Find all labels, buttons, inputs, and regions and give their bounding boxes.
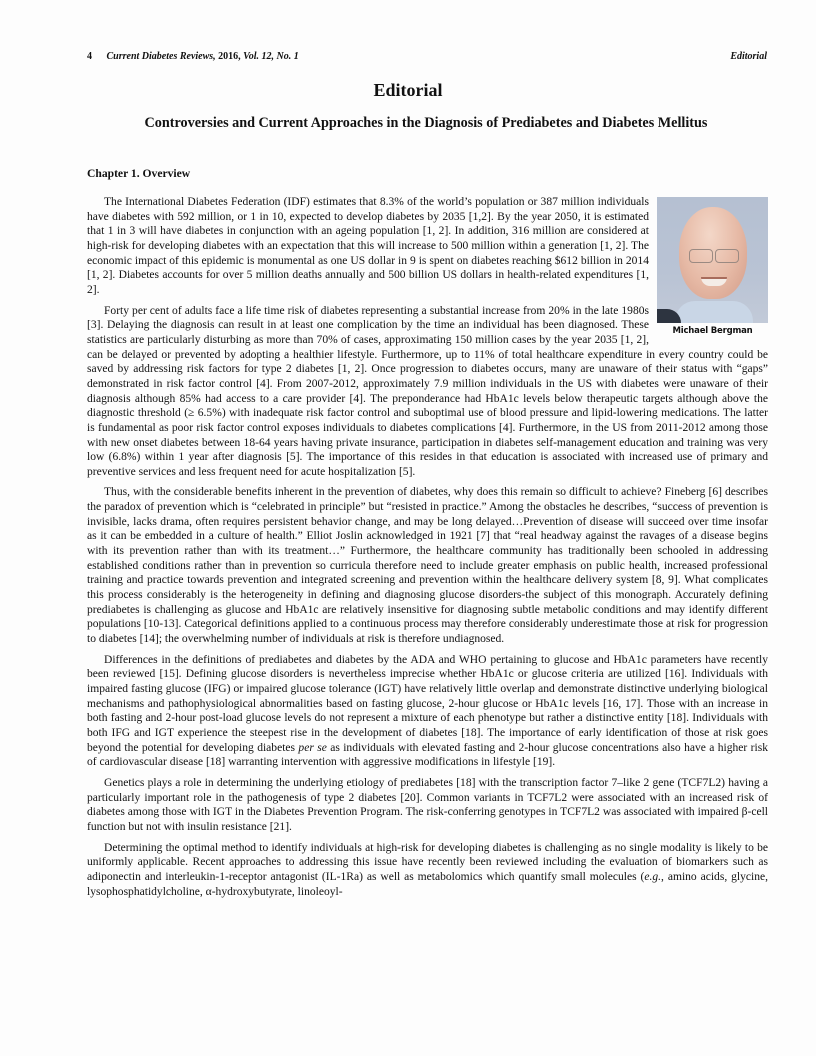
journal-year: 2016, [218,51,241,62]
paragraph-6-text-b: , amino acids, glycine, lysophosphatidylcholine, α-hydroxybutyrate, linoleoyl- [87,870,768,898]
author-caption: Michael Bergman [672,326,753,336]
paragraph-6-text-a: Determining the optimal method to identify individuals at high-risk for developing diabetes is challenging as no single modality is likely to be uniformly applicable. Recent approaches to addressing this issue have recently been reviewed including the evaluation of biomarkers such as adiponectin and interleukin-1-receptor antagonist (IL-1Ra) as well as metabolomics which quantify small molecules ( [87,841,768,883]
chapter-heading: Chapter 1. Overview [87,167,191,180]
running-head-citation [87,51,299,62]
paragraph-4-text-b: as individuals with elevated fasting and 2-hour glucose concentrations also have a higher risk of cardiovascular disease [18] warranting intervention with aggressive modifications in lifestyle [19]. [87,741,768,769]
paragraph-3: Thus, with the considerable benefits inherent in the prevention of diabetes, why does this remain so difficult to achieve? Fineberg [6] describes the paradox of prevention which is “celebrated in principle” but “resisted in practice.” Among the obstacles he describes, “success of prevention is invisible, lacks drama, often requires persistent behavior change, and may be long delayed…Prevention of disease will succeed over time insofar as it can be embedded in a culture of health.” Elliot Joslin acknowledged in 1921 [7] that “real headway against the ravages of a disease begins with its prevention rather than with its treatment…” Furthermore, the healthcare community has traditionally been schooled in addressing established conditions rather than in prevention so curricula therefore need to include greater emphasis on public health, increased professional training and practice towards prevention and integrated screening and prevention within the healthcare delivery system [8, 9]. What complicates this process considerably is the heterogeneity in defining and diagnosing glucose disorders-the subject of this monograph. Accurately defining prediabetes is challenging as glucose and HbA1c are relatively insensitive for diagnosing subtle metabolic conditions and may identify different populations [10-13]. Categorical definitions applied to a continuous process may therefore considerably underestimate those at risk for progression to diabetes [14]; the overwhelming number of individuals at risk is therefore undiagnosed. [87,486,768,646]
article-type-title: Editorial [373,80,443,100]
article-title: Controversies and Current Approaches in the Diagnosis of Prediabetes and Diabetes Mellitus [144,115,708,131]
running-head-section: Editorial [730,51,767,62]
author-figure [657,197,768,339]
paragraph-2: Forty per cent of adults face a life time risk of diabetes representing a substantial increase from 20% in the late 1980s [3]. Delaying the diagnosis can result in at least one complication by the time an individual has been diagnosed. These statistics are particularly disturbing as more than 70% of cases, approximating 150 million cases by the year 2035 [1, 2], can be delayed or prevented by adopting a healthier lifestyle. Furthermore, up to 11% of total healthcare expenditure in every country could be saved by addressing risk factors for type 2 diabetes [1, 2]. Once progression to diabetes occurs, many are unaware of their status with “gaps” demonstrated in risk factor control [4]. From 2007-2012, approximately 7.9 million individuals in the US with diabetes were unaware of their diagnosis although 85% had access to a care provider [4]. The preponderance had HbA1c levels below therapeutic targets although above the diagnostic threshold (≥ 6.5%) with inadequate risk factor control and suboptimal use of blood pressure and lipid-lowering medications. The latter is fundamental as poor risk factor control exposes individuals to diabetes complications [4]. Furthermore, in the US from 2011-2012 among those with new onset diabetes between 18-64 years having private insurance, participation in diabetes self-management education and training was very low (6.8%) within 1 year after diagnosis [5]. The importance of this resides in that education is associated with increased use of primary and preventive services and less frequent need for acute hospitalization [5]. [87,304,768,478]
paragraph-4-text-a: Differences in the definitions of prediabetes and diabetes by the ADA and WHO pertaining to glucose and HbA1c parameters have recently been reviewed [15]. Defining glucose disorders is nevertheless imprecise whether HbA1c or glucose criteria are utilized [16]. Individuals with impaired fasting glucose (IFG) or impaired glucose tolerance (IGT) have relatively little overlap and demonstrate distinctive underlying biological mechanisms and pathophysiological abnormalities based on fasting glucose, 2-hour glucose or HbA1c levels [16, 17]. Those with an increase in both fasting and 2-hour post-load glucose levels do not represent a mixture of each phenotype but rather a distinctive entity [18]. Individuals with both IFG and IGT experience the steepest rise in the development of diabetes [18]. The importance of early identification of those at risk goes beyond the potential for developing diabetes [87,653,768,754]
journal-name: Current Diabetes Reviews, [106,51,216,62]
running-head [87,51,767,62]
journal-volume: Vol. 12, No. 1 [243,51,299,62]
paragraph-5: Genetics plays a role in determining the underlying etiology of prediabetes [18] with the transcription factor 7–like 2 gene (TCF7L2) having a particularly important role in the pathogenesis of type 2 diabetes [20]. Common variants in TCF7L2 were associated with an increased risk of diabetes among those with IGT in the Diabetes Prevention Program. The risk-conferring genotypes in TCF7L2 was associated with impaired β-cell function but not with insulin resistance [21]. [87,776,768,833]
paragraph-4 [87,653,768,770]
paragraph-4-italic: per se [298,741,327,754]
article-body [87,195,768,905]
paragraph-6-italic: e.g. [644,870,662,883]
page-number: 4 [87,51,92,62]
portrait-photo-icon [657,197,768,323]
paragraph-6 [87,841,768,900]
paragraph-1: The International Diabetes Federation (IDF) estimates that 8.3% of the world’s population or 387 million individuals have diabetes with 592 million, or 1 in 10, expected to develop diabetes by 2035 [1,2]. By the year 2050, it is estimated that 1 in 3 will have diabetes in conjunction with an ageing population [1, 2]. In addition, 316 million are considered at high-risk for developing diabetes with an expectation that this will increase to 500 million within a generation [1, 2]. The economic impact of this epidemic is monumental as one US dollar in 9 is spent on diabetes reaching $612 billion in 2014 [1, 2]. Diabetes accounts for over 5 million deaths annually and 500 billion US dollars in health-related expenditures [1, 2]. [87,196,649,296]
